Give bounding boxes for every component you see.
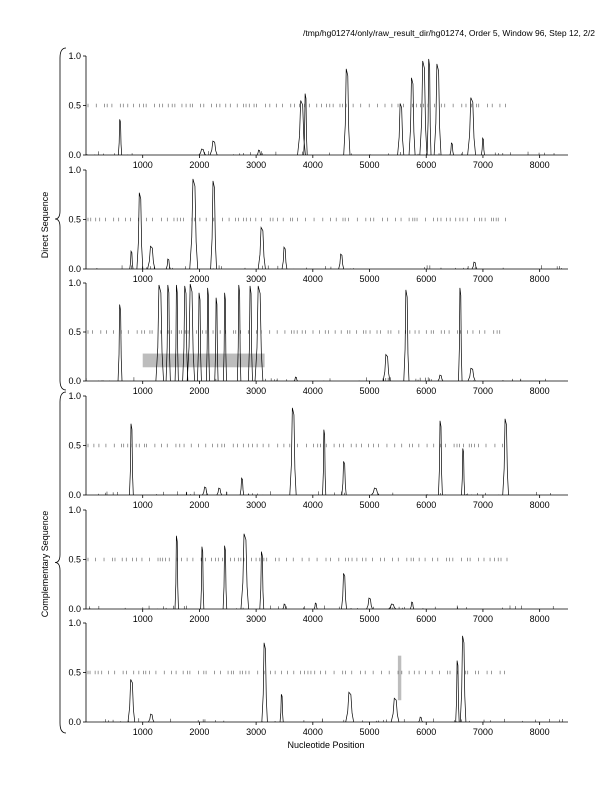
panel-6-x-tick-label-2000: 2000 bbox=[189, 727, 210, 737]
panel-2-baseline-noise bbox=[88, 265, 561, 269]
panel-6-peak-3 bbox=[262, 643, 268, 722]
panel-6 bbox=[68, 618, 568, 737]
panel-2-x-tick-label-6000: 6000 bbox=[416, 274, 437, 284]
panel-4-peak-4 bbox=[240, 478, 244, 495]
panel-5-peak-11 bbox=[410, 602, 414, 609]
panel-4-peak-5 bbox=[290, 408, 296, 495]
panel-5-baseline-noise bbox=[90, 605, 554, 609]
panel-5-x-tick-label-1000: 1000 bbox=[132, 614, 153, 624]
panel-5-y-tick-label-0.0: 0.0 bbox=[68, 604, 81, 614]
panel-5-peak-5 bbox=[260, 552, 264, 609]
panel-2-peak-3 bbox=[148, 246, 155, 269]
panel-4-x-tick-label-4000: 4000 bbox=[302, 500, 323, 510]
panel-5-peak-6 bbox=[283, 604, 286, 609]
panel-3-highlight-1 bbox=[143, 354, 265, 368]
panel-1-y-tick-label-0.0: 0.0 bbox=[68, 150, 81, 160]
panel-3-peak-17 bbox=[438, 375, 443, 381]
panel-3-x-tick-label-4000: 4000 bbox=[302, 386, 323, 396]
panel-4-peak-10 bbox=[461, 448, 464, 495]
panel-3-peak-10 bbox=[223, 293, 226, 381]
panel-1-x-tick-label-2000: 2000 bbox=[189, 160, 210, 170]
panel-5-x-tick-label-8000: 8000 bbox=[529, 614, 550, 624]
panel-3-x-tick-label-8000: 8000 bbox=[529, 386, 550, 396]
panel-1-peak-12 bbox=[434, 64, 441, 155]
panel-6-x-tick-label-5000: 5000 bbox=[359, 727, 380, 737]
panel-3-peak-19 bbox=[468, 368, 475, 381]
panel-4-peak-8 bbox=[371, 488, 379, 495]
panel-4-peak-9 bbox=[438, 421, 442, 495]
panel-2-peak-8 bbox=[282, 247, 287, 269]
panel-4-y-tick-label-0.0: 0.0 bbox=[68, 490, 81, 500]
group-brackets bbox=[40, 48, 66, 733]
panel-6-peak-2 bbox=[148, 714, 154, 722]
panel-4-y-tick-label-1.0: 1.0 bbox=[68, 391, 81, 401]
panel-5-x-tick-label-2000: 2000 bbox=[189, 614, 210, 624]
panel-2 bbox=[68, 165, 568, 284]
complementary-sequence-bracket bbox=[55, 392, 66, 733]
panel-2-threshold-marks bbox=[88, 218, 505, 222]
panel-1-peak-13 bbox=[450, 143, 454, 155]
panel-2-x-tick-label-2000: 2000 bbox=[189, 274, 210, 284]
panel-1 bbox=[68, 51, 568, 170]
chart-panels bbox=[68, 51, 568, 737]
panel-5-peak-9 bbox=[367, 598, 373, 609]
panel-3-y-tick-label-1.0: 1.0 bbox=[68, 278, 81, 288]
panel-3-y-tick-label-0.0: 0.0 bbox=[68, 376, 81, 386]
panel-4-x-tick-label-6000: 6000 bbox=[416, 500, 437, 510]
x-axis-title: Nucleotide Position bbox=[287, 740, 365, 750]
panel-1-peak-4 bbox=[257, 150, 261, 155]
panel-2-peak-10 bbox=[472, 262, 477, 269]
panel-1-peak-3 bbox=[210, 141, 217, 155]
panel-1-peak-15 bbox=[481, 138, 484, 155]
panel-6-highlight-1 bbox=[398, 656, 401, 701]
panel-3-x-tick-label-5000: 5000 bbox=[359, 386, 380, 396]
panel-3-threshold-marks bbox=[88, 330, 500, 334]
panel-5-threshold-marks bbox=[88, 558, 507, 562]
panel-3 bbox=[68, 278, 568, 396]
panel-6-peak-1 bbox=[128, 679, 135, 722]
panel-2-y-tick-label-1.0: 1.0 bbox=[68, 165, 81, 175]
panel-3-peak-16 bbox=[404, 290, 409, 381]
panel-5 bbox=[68, 505, 568, 624]
panel-6-x-tick-label-3000: 3000 bbox=[246, 727, 267, 737]
panel-5-x-tick-label-4000: 4000 bbox=[302, 614, 323, 624]
panel-4-x-tick-label-7000: 7000 bbox=[472, 500, 493, 510]
panel-6-y-tick-label-0.0: 0.0 bbox=[68, 717, 81, 727]
panel-1-peak-7 bbox=[344, 69, 350, 155]
panel-5-y-tick-label-0.5: 0.5 bbox=[68, 554, 81, 565]
panel-4-baseline-noise bbox=[99, 491, 551, 495]
panel-1-x-tick-label-8000: 8000 bbox=[529, 160, 550, 170]
panel-1-x-tick-label-7000: 7000 bbox=[472, 160, 493, 170]
panel-6-x-tick-label-4000: 4000 bbox=[302, 727, 323, 737]
panel-5-peak-7 bbox=[314, 603, 317, 609]
panel-6-baseline-noise bbox=[104, 718, 563, 722]
panel-3-peak-9 bbox=[215, 298, 218, 381]
panel-2-y-tick-label-0.5: 0.5 bbox=[68, 214, 81, 225]
panel-3-y-tick-label-0.5: 0.5 bbox=[68, 327, 81, 337]
panel-3-peak-7 bbox=[197, 293, 201, 381]
panel-5-peak-1 bbox=[175, 536, 178, 609]
panel-6-threshold-marks bbox=[88, 671, 504, 675]
panel-5-peak-10 bbox=[389, 604, 396, 609]
panel-4-x-tick-label-1000: 1000 bbox=[132, 500, 153, 510]
panel-6-peak-6 bbox=[391, 698, 399, 722]
panel-5-x-tick-label-7000: 7000 bbox=[472, 614, 493, 624]
panel-6-y-tick-label-1.0: 1.0 bbox=[68, 618, 81, 628]
panel-6-x-tick-label-8000: 8000 bbox=[529, 727, 550, 737]
panel-3-x-tick-label-3000: 3000 bbox=[246, 386, 267, 396]
panel-4-x-tick-label-8000: 8000 bbox=[529, 500, 550, 510]
direct-sequence-label: Direct Sequence bbox=[40, 191, 50, 259]
panel-1-x-tick-label-5000: 5000 bbox=[359, 160, 380, 170]
panel-2-x-tick-label-3000: 3000 bbox=[246, 274, 267, 284]
panel-6-x-tick-label-6000: 6000 bbox=[416, 727, 437, 737]
panel-2-x-tick-label-7000: 7000 bbox=[472, 274, 493, 284]
panel-6-y-tick-label-0.5: 0.5 bbox=[68, 667, 81, 678]
panel-4-x-tick-label-2000: 2000 bbox=[189, 500, 210, 510]
panel-4 bbox=[68, 391, 568, 510]
panel-3-x-tick-label-1000: 1000 bbox=[132, 386, 153, 396]
panel-3-x-tick-label-6000: 6000 bbox=[416, 386, 437, 396]
panel-5-peak-4 bbox=[241, 534, 249, 609]
panel-1-peak-1 bbox=[118, 119, 121, 155]
panel-3-peak-18 bbox=[458, 288, 462, 381]
panel-6-peak-4 bbox=[280, 694, 283, 722]
panel-3-x-tick-label-7000: 7000 bbox=[472, 386, 493, 396]
panel-3-peak-15 bbox=[383, 355, 390, 381]
panel-2-x-tick-label-4000: 4000 bbox=[302, 274, 323, 284]
panel-5-peak-3 bbox=[223, 546, 227, 609]
panel-5-x-tick-label-3000: 3000 bbox=[246, 614, 267, 624]
panel-1-x-tick-label-4000: 4000 bbox=[302, 160, 323, 170]
panel-1-x-tick-label-1000: 1000 bbox=[132, 160, 153, 170]
panel-4-peak-1 bbox=[129, 424, 133, 495]
panel-6-peak-8 bbox=[456, 661, 459, 722]
panel-2-peak-9 bbox=[339, 254, 344, 269]
panel-4-y-tick-label-0.5: 0.5 bbox=[68, 440, 81, 451]
panel-2-x-tick-label-8000: 8000 bbox=[529, 274, 550, 284]
panel-4-peak-11 bbox=[503, 419, 509, 495]
panel-6-x-tick-label-7000: 7000 bbox=[472, 727, 493, 737]
figure-header-title: /tmp/hg01274/only/raw_result_dir/hg01274, Order 5, Window 96, Step 12, 2/2 bbox=[302, 28, 595, 38]
panel-2-x-tick-label-5000: 5000 bbox=[359, 274, 380, 284]
panel-5-x-tick-label-5000: 5000 bbox=[359, 614, 380, 624]
panel-4-peak-7 bbox=[342, 461, 346, 495]
panel-2-peak-2 bbox=[137, 193, 143, 269]
panel-2-peak-5 bbox=[190, 179, 198, 269]
panel-4-x-tick-label-5000: 5000 bbox=[359, 500, 380, 510]
panel-3-x-tick-label-2000: 2000 bbox=[189, 386, 210, 396]
panel-4-x-tick-label-3000: 3000 bbox=[246, 500, 267, 510]
panel-1-y-tick-label-0.5: 0.5 bbox=[68, 100, 81, 111]
panel-4-threshold-marks bbox=[88, 444, 502, 448]
panel-1-peak-6 bbox=[304, 94, 308, 155]
panel-1-peak-9 bbox=[409, 78, 415, 155]
panel-1-peak-8 bbox=[398, 104, 404, 155]
complementary-sequence-label: Complementary Sequence bbox=[40, 510, 50, 618]
panel-5-peak-2 bbox=[201, 547, 204, 609]
panel-6-peak-9 bbox=[460, 636, 466, 722]
panel-3-peak-14 bbox=[294, 377, 298, 381]
panel-2-peak-6 bbox=[211, 181, 217, 269]
panel-1-y-tick-label-1.0: 1.0 bbox=[68, 51, 81, 61]
panel-3-baseline-noise bbox=[86, 377, 564, 381]
panel-6-peak-7 bbox=[419, 717, 423, 722]
panel-1-x-tick-label-6000: 6000 bbox=[416, 160, 437, 170]
panel-1-threshold-marks bbox=[88, 104, 506, 108]
direct-sequence-bracket bbox=[55, 48, 66, 390]
panel-2-x-tick-label-1000: 1000 bbox=[132, 274, 153, 284]
panel-4-peak-6 bbox=[323, 430, 326, 495]
panel-5-x-tick-label-6000: 6000 bbox=[416, 614, 437, 624]
panel-4-peak-3 bbox=[217, 488, 222, 495]
panel-2-y-tick-label-0.0: 0.0 bbox=[68, 264, 81, 274]
panel-6-x-tick-label-1000: 1000 bbox=[132, 727, 153, 737]
panel-3-peak-1 bbox=[118, 305, 122, 381]
panel-6-peak-5 bbox=[346, 692, 354, 722]
panel-1-x-tick-label-3000: 3000 bbox=[246, 160, 267, 170]
panel-5-y-tick-label-1.0: 1.0 bbox=[68, 505, 81, 515]
panel-1-peak-10 bbox=[420, 61, 427, 155]
panel-5-peak-8 bbox=[341, 573, 346, 609]
panel-2-peak-7 bbox=[258, 227, 265, 269]
